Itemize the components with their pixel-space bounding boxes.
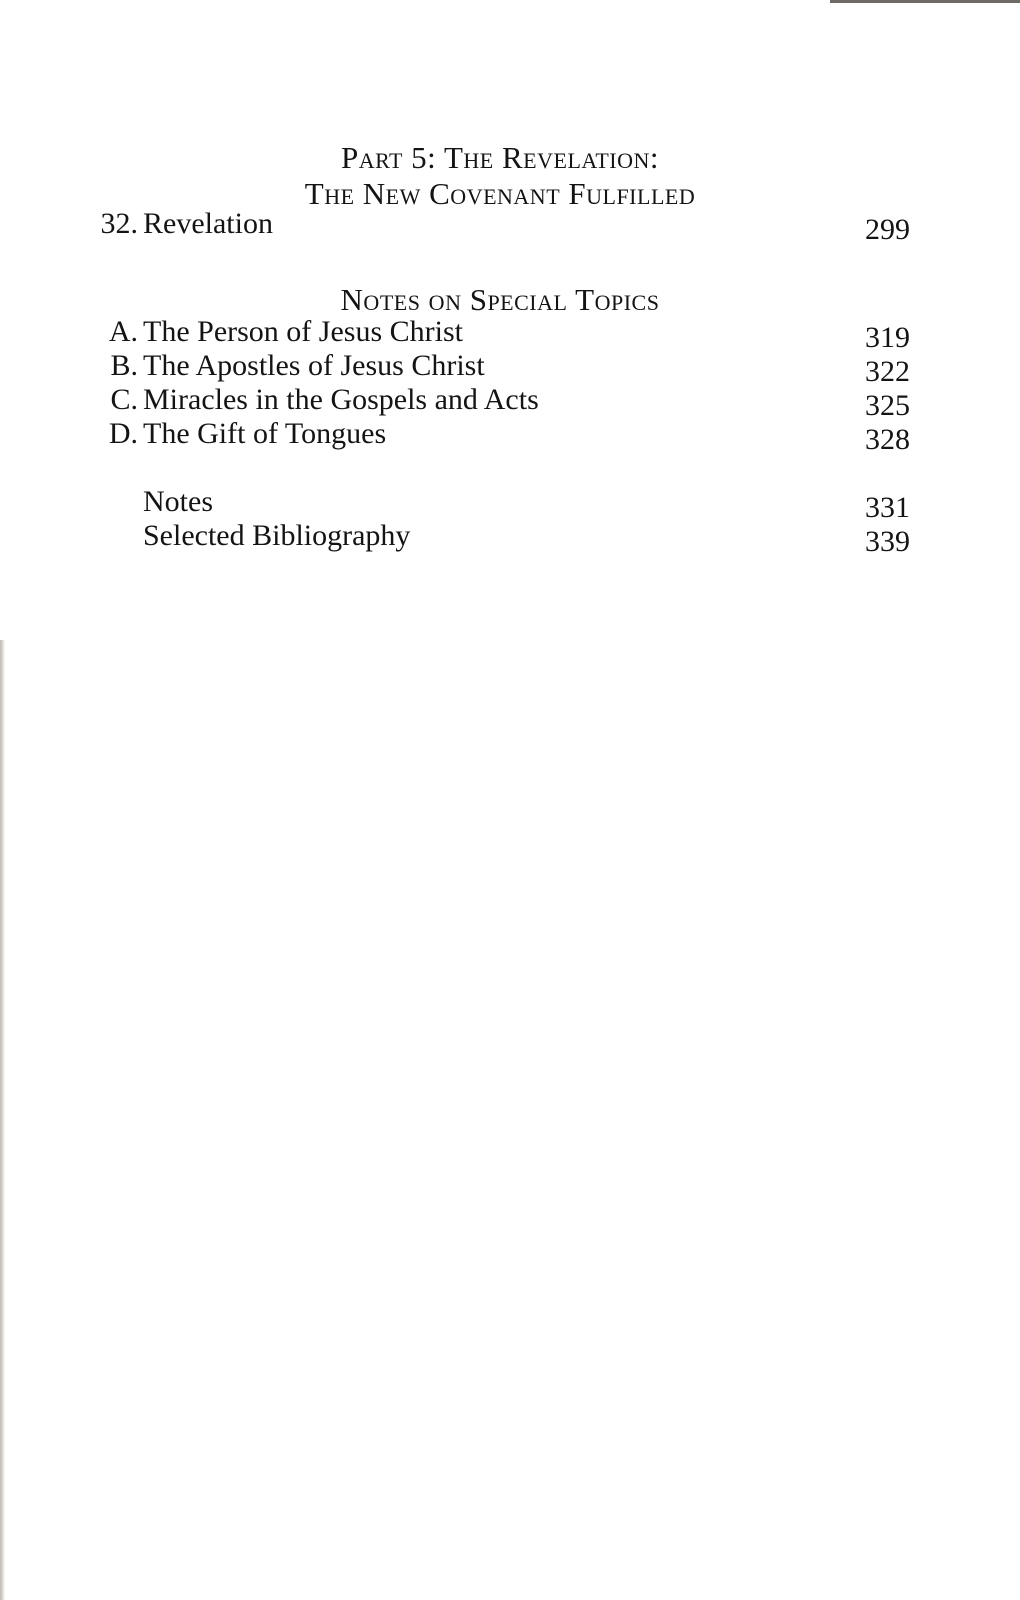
toc-entry-title: The Gift of Tongues [143, 417, 387, 450]
toc-entry-page: 339 [865, 525, 910, 558]
toc-entry-page: 299 [865, 213, 910, 246]
special-topics-heading-text: Notes on Special Topics [340, 282, 660, 317]
toc-entry-page: 322 [865, 355, 910, 388]
part5-heading-line2: The New Covenant Fulfilled [304, 176, 696, 211]
toc-entry-number: 32. [100, 207, 138, 240]
toc-entry-revelation[interactable] [80, 206, 910, 246]
toc-entry-page: 325 [865, 389, 910, 422]
toc-entry-apostles[interactable] [80, 348, 910, 388]
toc-entry-person-of-jesus[interactable] [80, 314, 910, 354]
page-edge-top [830, 0, 1020, 3]
toc-entry-page: 328 [865, 423, 910, 456]
toc-entry-letter: A. [108, 315, 138, 348]
toc-entry-notes[interactable] [80, 484, 910, 524]
toc-entry-title: Miracles in the Gospels and Acts [143, 383, 539, 416]
toc-entry-title: Selected Bibliography [143, 519, 411, 552]
part5-heading-line1: Part 5: The Revelation: [341, 140, 659, 175]
toc-entry-page: 331 [865, 491, 910, 524]
toc-entry-letter: B. [110, 349, 138, 382]
special-topics-heading [0, 282, 1000, 318]
toc-entry-letter: C. [110, 383, 138, 416]
toc-entry-title: The Apostles of Jesus Christ [143, 349, 485, 382]
toc-entry-title: The Person of Jesus Christ [143, 315, 463, 348]
toc-entry-page: 319 [865, 321, 910, 354]
toc-entry-title: Notes [143, 485, 213, 518]
toc-entry-letter: D. [108, 417, 138, 450]
page-edge-left [0, 640, 5, 1600]
toc-entry-bibliography[interactable] [80, 518, 910, 558]
toc-entry-miracles[interactable] [80, 382, 910, 422]
toc-entry-gift-of-tongues[interactable] [80, 416, 910, 456]
part5-heading [0, 140, 1000, 212]
toc-entry-title: Revelation [143, 207, 273, 240]
